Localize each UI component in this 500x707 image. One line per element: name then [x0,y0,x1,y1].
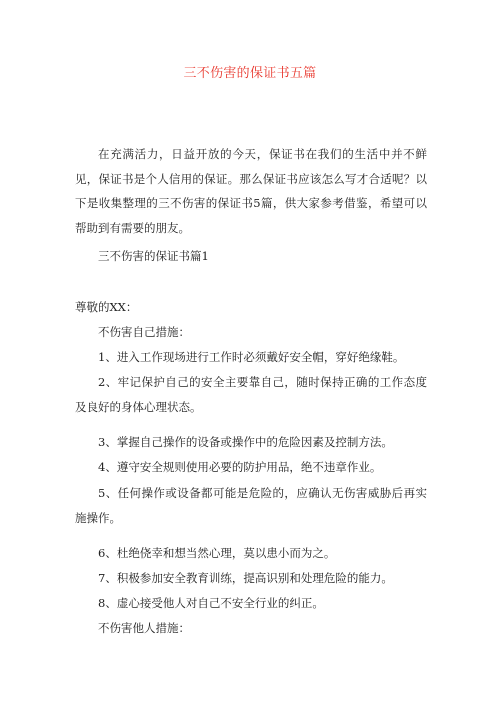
section-heading: 三不伤害的保证书篇1 [98,249,209,263]
document-title: 三不伤害的保证书五篇 [183,66,317,81]
list-item: 5、任何操作或设备都可能是危险的，应确认无伤害威胁后再实施操作。 [75,486,427,525]
list-item: 7、积极参加安全教育训练，提高识别和处理危险的能力。 [98,571,393,585]
list-item: 4、遵守安全规则使用必要的防护用品，绝不违章作业。 [98,460,382,474]
list-item: 8、虚心接受他人对自己不安全行业的纠正。 [98,596,324,610]
subheading-self: 不伤害自己措施： [98,325,190,339]
list-item: 3、掌握自己操作的设备或操作中的危险因素及控制方法。 [98,435,393,449]
subheading-others: 不伤害他人措施： [98,621,190,635]
list-item: 6、杜绝侥幸和想当然心理，莫以患小而为之。 [98,546,336,560]
list-item: 2、牢记保护自己的安全主要靠自己，随时保持正确的工作态度及良好的身体心理状态。 [75,375,427,414]
intro-paragraph: 在充满活力，日益开放的今天，保证书在我们的生活中并不鲜见，保证书是个人信用的保证。那么保证书应该怎么写才合适呢？以下是收集整理的三不伤害的保证书5篇，供大家参考借鉴，希望可以帮助到有需要的朋友。 [75,147,427,235]
list-item: 1、进入工作现场进行工作时必须戴好安全帽，穿好绝缘鞋。 [98,350,405,364]
salutation: 尊敬的XX： [75,300,138,314]
